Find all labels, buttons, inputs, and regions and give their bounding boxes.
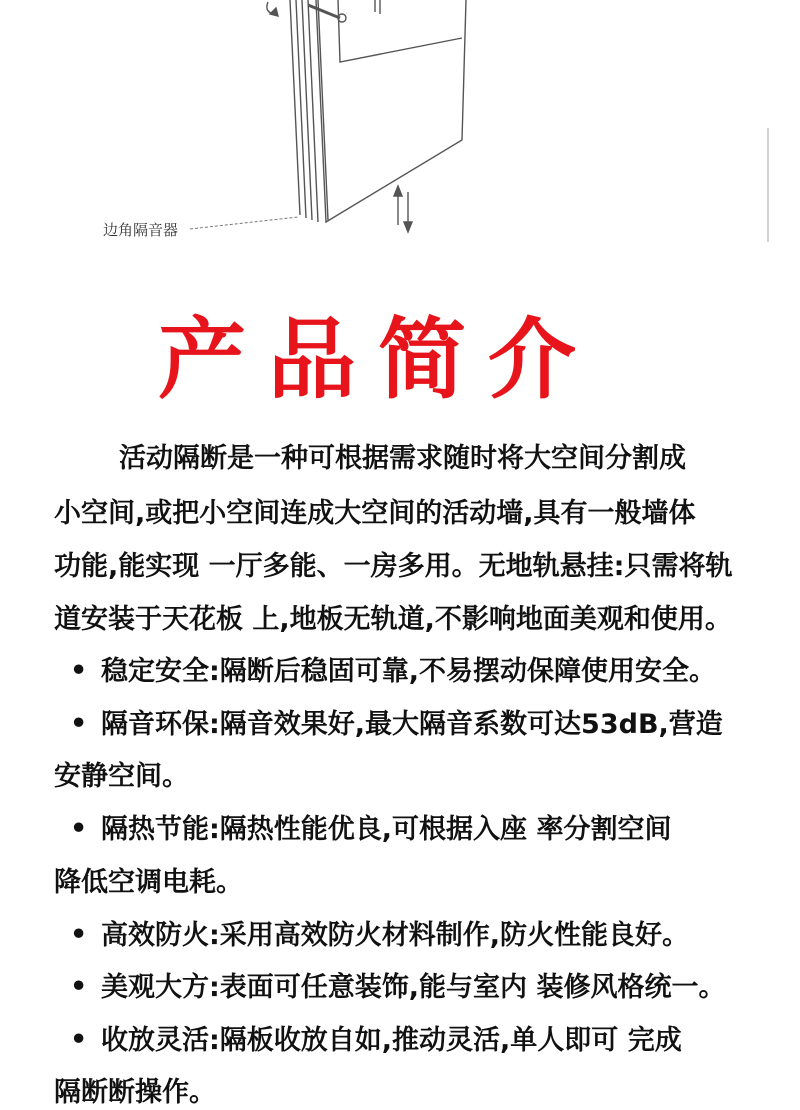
intro-line: 功能,能实现 一厅多能、一房多用。无地轨悬挂:只需将轨 [54, 551, 733, 582]
intro-line: 道安装于天花板 上,地板无轨道,不影响地面美观和使用。 [54, 604, 732, 635]
bullet-line: 隔热节能:隔热性能优良,可根据入座 率分割空间 [101, 814, 672, 845]
bullet-dot: • [70, 655, 88, 686]
bullet-line: 安静空间。 [54, 761, 189, 792]
bullet-dot: • [70, 1024, 88, 1055]
callout-label: 边角隔音器 [103, 221, 179, 239]
bullet-dot: • [70, 971, 88, 1002]
bullet-line: 收放灵活:隔板收放自如,推动灵活,单人即可 完成 [101, 1025, 682, 1056]
bullet-line: 美观大方:表面可任意装饰,能与室内 装修风格统一。 [101, 972, 726, 1003]
bullet-line: 高效防火:采用高效防火材料制作,防火性能良好。 [101, 920, 690, 951]
bullet-line: 降低空调电耗。 [54, 867, 243, 898]
section-title: 产品简介 [158, 308, 599, 411]
bullet-line: 隔断断操作。 [54, 1077, 216, 1108]
bullet-line: 稳定安全:隔断后稳固可靠,不易摆动保障使用安全。 [101, 656, 717, 687]
intro-line: 小空间,或把小空间连成大空间的活动墙,具有一般墙体 [54, 498, 696, 529]
bullet-dot: • [70, 919, 88, 950]
bullet-line: 隔音环保:隔音效果好,最大隔音系数可达53dB,营造 [101, 709, 723, 740]
partition-diagram [0, 0, 800, 260]
intro-line: 活动隔断是一种可根据需求随时将大空间分割成 [119, 443, 686, 474]
bullet-dot: • [70, 813, 88, 844]
bullet-dot: • [70, 708, 88, 739]
